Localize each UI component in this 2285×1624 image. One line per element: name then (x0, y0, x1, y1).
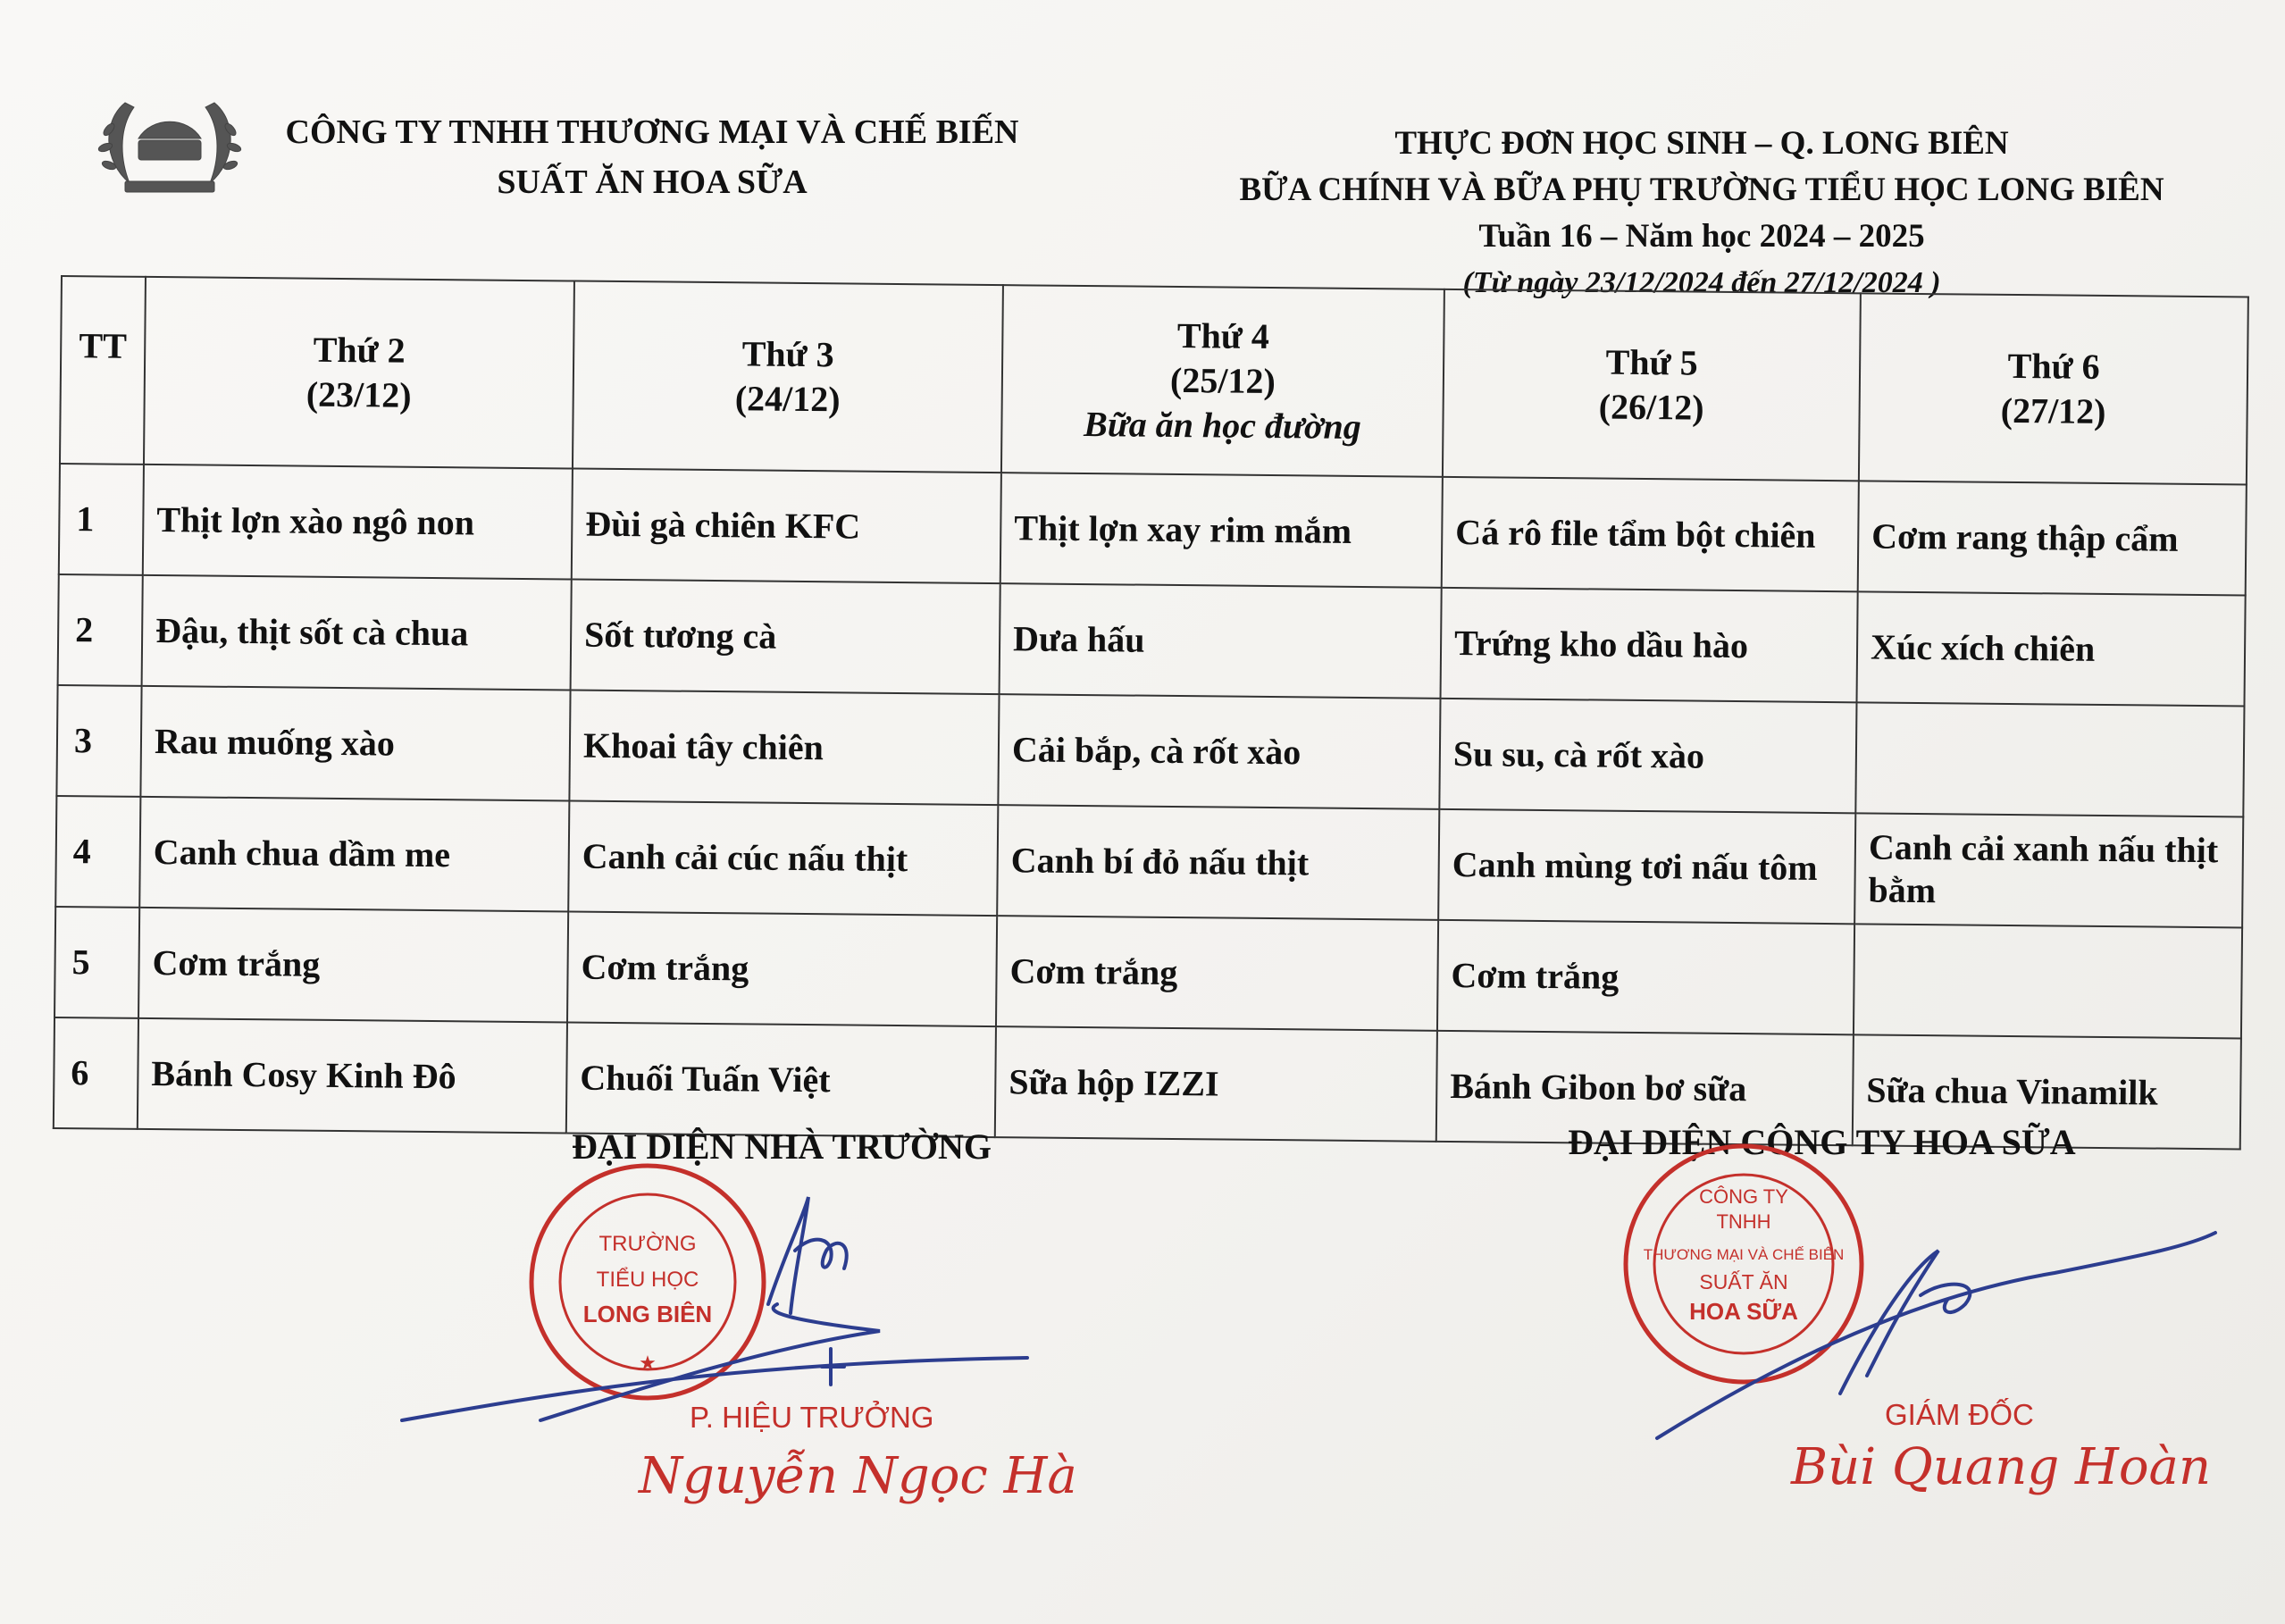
company-seal-icon (1619, 1139, 1869, 1389)
menu-cell: Sốt tương cà (571, 580, 1000, 695)
day-date: (25/12) (1169, 359, 1276, 402)
menu-cell (1855, 702, 2244, 816)
menu-cell: Canh bí đỏ nấu thịt (997, 805, 1439, 920)
tt-header: TT (60, 276, 146, 465)
svg-text:CÔNG TY: CÔNG TY (1699, 1185, 1788, 1208)
school-role: P. HIỆU TRƯỞNG (690, 1401, 934, 1434)
row-number: 3 (56, 685, 141, 797)
menu-cell: Cơm trắng (567, 911, 997, 1026)
day-date: (27/12) (2000, 389, 2106, 431)
menu-cell: Sữa chua Vinamilk (1853, 1034, 2241, 1149)
table-header-row (60, 276, 2248, 484)
school-representative-label: ĐẠI DIỆN NHÀ TRƯỜNG (572, 1126, 992, 1167)
day-name: Thứ 2 (313, 329, 406, 371)
svg-text:SUẤT ĂN: SUẤT ĂN (1699, 1270, 1788, 1293)
row-number: 6 (54, 1017, 138, 1129)
day-date: (24/12) (734, 378, 841, 420)
menu-cell: Thịt lợn xay rim mắm (1000, 473, 1443, 588)
day-header (1001, 285, 1444, 477)
svg-text:THƯƠNG MẠI VÀ CHẾ BIẾN: THƯƠNG MẠI VÀ CHẾ BIẾN (1643, 1246, 1845, 1263)
day-header (144, 277, 574, 469)
title-line-1: THỰC ĐƠN HỌC SINH – Q. LONG BIÊN (1394, 125, 2009, 162)
company-line-2: SUẤT ĂN HOA SỮA (497, 163, 808, 201)
company-signer-name: Bùi Quang Hoàn (1791, 1438, 2212, 1496)
company-representative-label: ĐẠI DIỆN CÔNG TY HOA SỮA (1568, 1122, 2076, 1162)
svg-text:LONG BIÊN: LONG BIÊN (582, 1301, 713, 1327)
table-row (55, 796, 2243, 927)
row-number: 1 (59, 464, 144, 575)
company-role: GIÁM ĐỐC (1885, 1398, 2034, 1431)
company-line-1: CÔNG TY TNHH THƯƠNG MẠI VÀ CHẾ BIẾN (285, 113, 1019, 151)
day-name: Thứ 6 (2007, 345, 2100, 387)
svg-text:HOA SỮA: HOA SỮA (1689, 1298, 1798, 1325)
menu-cell: Bánh Cosy Kinh Đô (138, 1018, 567, 1134)
menu-cell: Cơm trắng (1437, 920, 1854, 1034)
title-date-range: (Từ ngày 23/12/2024 đến 27/12/2024 ) (1462, 266, 1941, 299)
day-date: (23/12) (306, 373, 412, 415)
table-row (59, 464, 2247, 595)
menu-cell: Canh mùng tơi nấu tôm (1438, 809, 1855, 924)
table-row (56, 685, 2244, 816)
menu-cell: Cơm rang thập cẩm (1858, 481, 2247, 595)
menu-cell: Khoai tây chiên (569, 690, 999, 805)
menu-cell: Chuối Tuấn Việt (566, 1022, 996, 1137)
menu-cell (1854, 924, 2242, 1038)
day-header (1443, 289, 1861, 481)
day-header (573, 281, 1003, 473)
svg-text:TNHH: TNHH (1716, 1210, 1771, 1233)
day-date: (26/12) (1598, 386, 1704, 428)
menu-table (53, 275, 2249, 1150)
menu-cell: Canh cải xanh nấu thịt bằm (1854, 813, 2243, 927)
row-number: 4 (55, 796, 140, 908)
table-row (54, 907, 2242, 1038)
menu-cell: Canh chua dầm me (139, 797, 569, 912)
menu-cell: Sữa hộp IZZI (995, 1026, 1437, 1142)
menu-cell: Cơm trắng (996, 916, 1438, 1031)
menu-cell: Canh cải cúc nấu thịt (568, 800, 998, 916)
svg-text:★: ★ (639, 1352, 657, 1374)
day-name: Thứ 4 (1176, 315, 1270, 356)
school-seal-icon (523, 1157, 773, 1407)
row-number: 2 (58, 574, 143, 686)
row-number: 5 (54, 907, 139, 1018)
day-name: Thứ 3 (741, 333, 834, 375)
day-name: Thứ 5 (1605, 341, 1698, 383)
menu-cell: Dưa hấu (1000, 583, 1442, 699)
menu-cell: Trứng kho dầu hào (1441, 588, 1858, 702)
menu-cell: Cá rô file tẩm bột chiên (1442, 477, 1859, 591)
menu-cell: Xúc xích chiên (1857, 591, 2246, 706)
menu-cell: Đùi gà chiên KFC (572, 469, 1001, 584)
menu-title (1206, 121, 2197, 306)
company-name (268, 107, 1036, 207)
table-row (58, 574, 2246, 706)
school-signer-name: Nguyễn Ngọc Hà (639, 1447, 1077, 1505)
title-line-2: BỮA CHÍNH VÀ BỮA PHỤ TRƯỜNG TIỂU HỌC LONG BIÊN (1239, 172, 2164, 208)
laurel-wreath-logo-icon (89, 85, 250, 201)
menu-cell: Bánh Gibon bơ sữa (1436, 1031, 1854, 1145)
menu-cell: Cải bắp, cà rốt xào (998, 694, 1440, 809)
day-header (1859, 293, 2248, 484)
menu-cell: Thịt lợn xào ngô non (143, 465, 573, 580)
menu-cell: Đậu, thịt sốt cà chua (142, 575, 572, 691)
menu-cell: Su su, cà rốt xào (1439, 699, 1856, 813)
day-note: Bữa ăn học đường (1083, 404, 1361, 447)
school-seal-text: TRƯỜNG (598, 1232, 697, 1256)
menu-cell: Rau muống xào (140, 686, 570, 801)
menu-cell: Cơm trắng (138, 908, 568, 1023)
svg-text:TIỂU HỌC: TIỂU HỌC (596, 1268, 699, 1292)
title-week: Tuần 16 – Năm học 2024 – 2025 (1478, 218, 1925, 255)
